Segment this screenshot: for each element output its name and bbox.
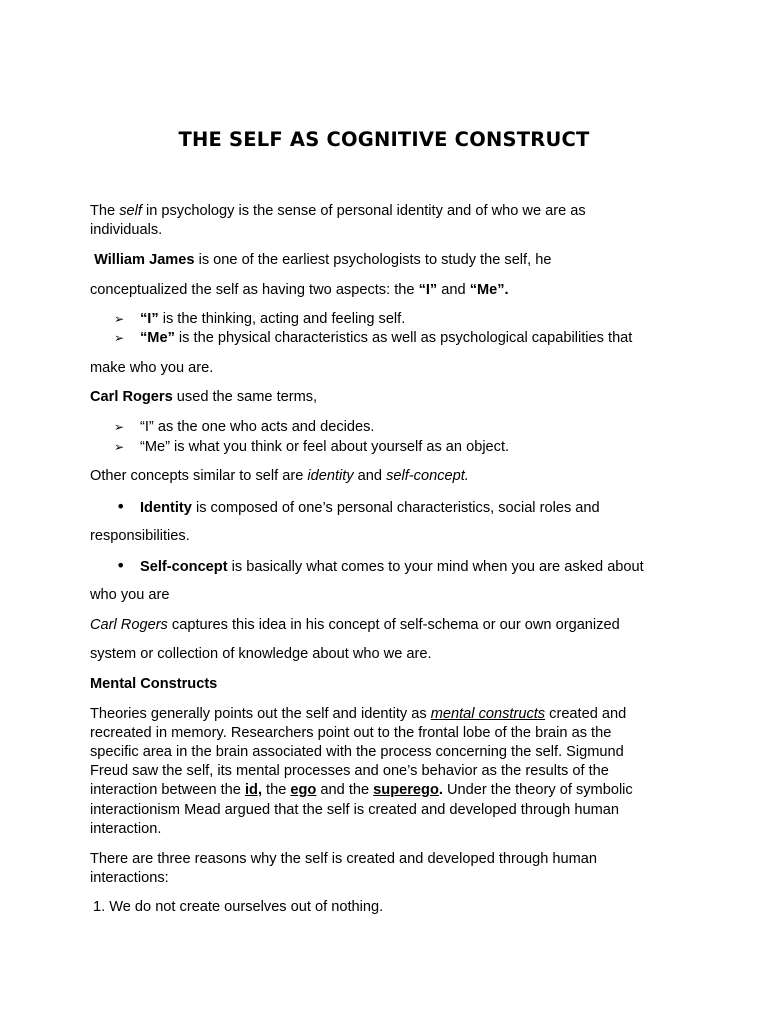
list-item-me: ➢ “Me” is the physical characteristics as well as psychological capabilities that	[114, 330, 633, 346]
list-item-i: ➢ “I” is the thinking, acting and feeling self.	[114, 311, 406, 327]
list-item-me-continued: make who you are.	[90, 360, 214, 376]
theories-line-5: interaction between the id, the ego and the superego. Under the theory of symbolic	[90, 782, 633, 798]
reasons-line-2: interactions:	[90, 870, 169, 886]
list-item-identity-continued: responsibilities.	[90, 528, 190, 544]
numbered-list-item-1: 1. We do not create ourselves out of nothing.	[93, 899, 384, 915]
theories-line-4: Freud saw the self, its mental processes and one’s behavior as the results of the	[90, 763, 609, 779]
rogers-list-item-2: ➢ “Me” is what you think or feel about yourself as an object.	[114, 439, 510, 455]
intro-line-1: The self in psychology is the sense of personal identity and of who we are as	[90, 203, 586, 219]
schema-line-2: system or collection of knowledge about who we are.	[90, 646, 432, 662]
dot-bullet-icon: •	[116, 556, 126, 575]
section-heading: Mental Constructs	[90, 676, 218, 692]
james-line-1: William James is one of the earliest psychologists to study the self, he	[94, 252, 552, 268]
james-line-2: conceptualized the self as having two aspects: the “I” and “Me”.	[90, 282, 509, 298]
other-concepts-line: Other concepts similar to self are identity and self-concept.	[90, 468, 469, 484]
arrow-bullet-icon: ➢	[114, 312, 125, 326]
theories-line-1: Theories generally points out the self and identity as mental constructs created and	[90, 706, 627, 722]
page-title: THE SELF AS COGNITIVE CONSTRUCT	[178, 128, 590, 151]
intro-line-2: individuals.	[90, 222, 163, 238]
arrow-bullet-icon: ➢	[114, 420, 125, 434]
theories-line-3: specific area in the brain associated with the process concerning the self. Sigmund	[90, 744, 624, 760]
arrow-bullet-icon: ➢	[114, 331, 125, 345]
reasons-line-1: There are three reasons why the self is created and developed through human	[90, 851, 598, 867]
rogers-line: Carl Rogers used the same terms,	[90, 389, 318, 405]
theories-line-2: recreated in memory. Researchers point out to the frontal lobe of the brain as the	[90, 725, 612, 741]
theories-line-6: interactionism Mead argued that the self is created and developed through human	[90, 802, 619, 818]
theories-line-7: interaction.	[90, 821, 162, 837]
schema-line-1: Carl Rogers captures this idea in his concept of self-schema or our own organized	[90, 617, 620, 633]
dot-bullet-icon: •	[116, 497, 126, 516]
arrow-bullet-icon: ➢	[114, 440, 125, 454]
william-james-name: William James	[94, 252, 195, 268]
list-item-self-concept: • Self-concept is basically what comes to your mind when you are asked about	[116, 556, 644, 575]
list-item-self-concept-continued: who you are	[90, 587, 170, 603]
rogers-list-item-1: ➢ “I” as the one who acts and decides.	[114, 419, 375, 435]
list-item-identity: • Identity is composed of one’s personal characteristics, social roles and	[116, 497, 600, 516]
